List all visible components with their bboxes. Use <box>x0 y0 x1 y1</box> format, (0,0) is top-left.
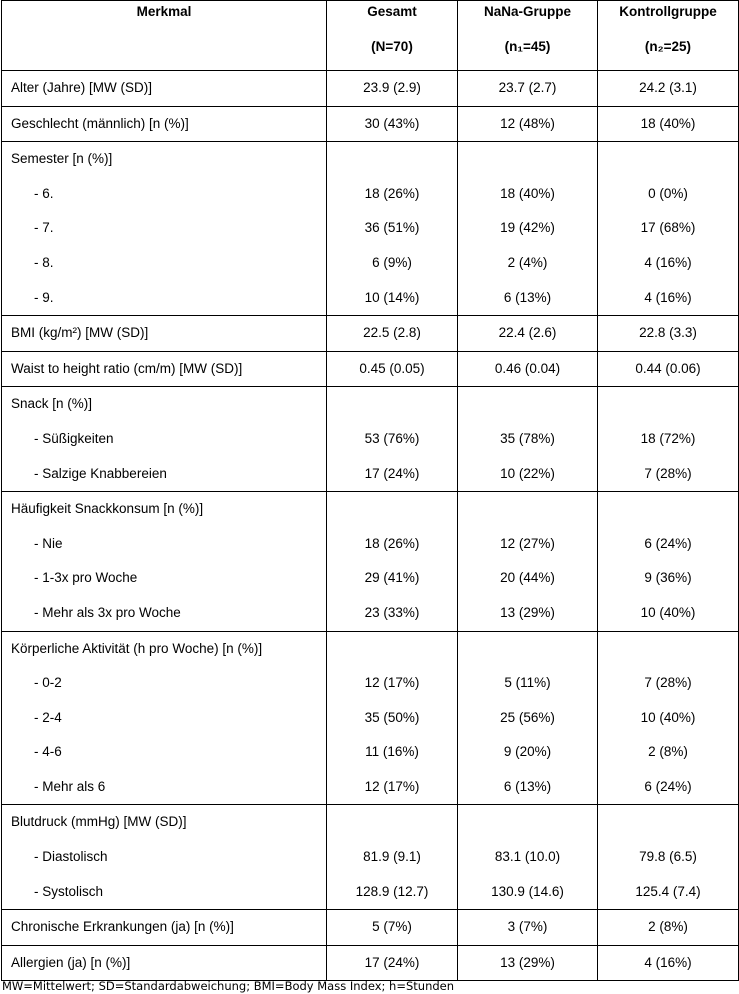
header-nana-gruppe: NaNa-Gruppe (n₁=45) <box>458 1 598 71</box>
characteristics-table <box>1 0 739 981</box>
nana-value: 25 (56%) <box>500 709 555 725</box>
cell-row <box>2 910 327 946</box>
nana-value: 13 (29%) <box>500 954 555 970</box>
cell-gesamt <box>327 71 458 107</box>
cell-gesamt <box>327 631 458 805</box>
table-row <box>2 142 739 316</box>
nana-value <box>458 632 597 667</box>
cell-row <box>2 387 327 492</box>
nana-value: 20 (44%) <box>500 570 555 586</box>
row-label: - 4-6 <box>34 744 62 760</box>
kontroll-value: 24.2 (3.1) <box>639 80 697 95</box>
gesamt-value <box>327 492 457 527</box>
cell-nana <box>458 387 598 492</box>
kontroll-value: 79.8 (6.5) <box>639 849 697 865</box>
cell-gesamt <box>327 945 458 981</box>
kontroll-value <box>598 492 738 527</box>
row-label: Snack [n (%)] <box>11 396 93 412</box>
row-label: - 1-3x pro Woche <box>34 570 138 586</box>
table-row <box>2 910 739 946</box>
table-row <box>2 945 739 981</box>
row-label: Semester [n (%)] <box>11 151 113 167</box>
gesamt-value: 18 (26%) <box>364 185 420 201</box>
kontroll-value: 2 (8%) <box>648 744 688 760</box>
cell-row <box>2 945 327 981</box>
cell-gesamt <box>327 142 458 316</box>
nana-value <box>458 805 597 840</box>
cell-nana <box>458 316 598 352</box>
gesamt-value: 128.9 (12.7) <box>355 883 429 899</box>
gesamt-value: 18 (26%) <box>364 535 420 551</box>
cell-nana <box>458 142 598 316</box>
kontroll-value: 22.8 (3.3) <box>639 325 697 341</box>
kontroll-value <box>598 142 738 177</box>
row-label: - Mehr als 3x pro Woche <box>34 604 181 620</box>
gesamt-value: 0.45 (0.05) <box>359 360 425 376</box>
row-label: Geschlecht (männlich) [n (%)] <box>11 115 189 131</box>
row-label: - Süßigkeiten <box>34 430 114 446</box>
nana-value: 6 (13%) <box>503 289 552 305</box>
row-label: Blutdruck (mmHg) [MW (SD)] <box>11 814 187 830</box>
header-gesamt: Gesamt (N=70) <box>327 1 458 71</box>
nana-value: 0.46 (0.04) <box>494 360 561 376</box>
row-label: - 8. <box>34 254 54 270</box>
header-kontrollgruppe: Kontrollgruppe (n₂=25) <box>598 1 739 71</box>
gesamt-value: 29 (41%) <box>364 570 420 586</box>
gesamt-value: 11 (16%) <box>365 744 419 760</box>
cell-nana <box>458 910 598 946</box>
cell-gesamt <box>327 316 458 352</box>
cell-kontroll <box>598 492 739 631</box>
row-label: Körperliche Aktivität (h pro Woche) [n (%)] <box>11 640 263 656</box>
nana-value: 6 (13%) <box>503 778 552 794</box>
cell-row <box>2 351 327 387</box>
row-label: - 9. <box>34 289 54 305</box>
cell-row <box>2 142 327 316</box>
gesamt-value: 30 (43%) <box>364 115 420 131</box>
cell-nana <box>458 71 598 107</box>
cell-kontroll <box>598 316 739 352</box>
kontroll-value <box>598 387 738 422</box>
gesamt-value: 10 (14%) <box>364 289 420 305</box>
gesamt-value: 81.9 (9.1) <box>363 849 421 865</box>
nana-value: 35 (78%) <box>500 430 555 446</box>
row-label: - 0-2 <box>34 675 62 691</box>
cell-row <box>2 71 327 107</box>
nana-value: 9 (20%) <box>503 744 552 760</box>
kontroll-value: 9 (36%) <box>644 570 692 586</box>
gesamt-value: 35 (50%) <box>364 709 420 725</box>
gesamt-value: 36 (51%) <box>364 220 420 236</box>
table-row <box>2 71 739 107</box>
cell-nana <box>458 351 598 387</box>
kontroll-value: 18 (40%) <box>640 115 696 131</box>
row-label: - Systolisch <box>34 883 104 899</box>
gesamt-value: 53 (76%) <box>364 430 420 446</box>
cell-kontroll <box>598 805 739 910</box>
cell-nana <box>458 631 598 805</box>
nana-value: 12 (27%) <box>500 535 555 551</box>
nana-value: 5 (11%) <box>504 675 551 691</box>
row-label: - Salzige Knabbereien <box>34 465 167 481</box>
cell-kontroll <box>598 106 739 142</box>
row-label: Chronische Erkrankungen (ja) [n (%)] <box>11 919 234 935</box>
table-row <box>2 316 739 352</box>
nana-value: 19 (42%) <box>500 220 555 236</box>
table-footnote: MW=Mittelwert; SD=Standardabweichung; BMI=Body Mass Index; h=Stunden <box>2 979 455 993</box>
kontroll-value: 18 (72%) <box>640 430 696 446</box>
cell-kontroll <box>598 910 739 946</box>
gesamt-value: 17 (24%) <box>364 954 420 970</box>
table-header-row <box>2 1 739 71</box>
row-label: Häufigkeit Snackkonsum [n (%)] <box>11 501 204 517</box>
kontroll-value: 2 (8%) <box>648 919 688 935</box>
row-label: - 6. <box>34 185 54 201</box>
gesamt-value: 12 (17%) <box>364 675 420 691</box>
cell-nana <box>458 805 598 910</box>
cell-kontroll <box>598 387 739 492</box>
kontroll-value: 0 (0%) <box>648 185 688 201</box>
row-label: Alter (Jahre) [MW (SD)] <box>11 80 153 95</box>
nana-value: 23.7 (2.7) <box>498 80 557 95</box>
row-label: - Nie <box>34 535 63 551</box>
nana-value <box>458 387 597 422</box>
cell-gesamt <box>327 387 458 492</box>
gesamt-value: 23.9 (2.9) <box>363 80 421 95</box>
cell-gesamt <box>327 910 458 946</box>
header-merkmal: Merkmal <box>2 1 327 71</box>
table-row <box>2 351 739 387</box>
row-label: BMI (kg/m²) [MW (SD)] <box>11 325 149 341</box>
cell-kontroll <box>598 945 739 981</box>
gesamt-value: 23 (33%) <box>364 604 420 620</box>
nana-value <box>458 142 597 177</box>
nana-value: 22.4 (2.6) <box>498 325 557 341</box>
kontroll-value: 7 (28%) <box>644 675 692 691</box>
cell-row <box>2 316 327 352</box>
nana-value: 10 (22%) <box>500 465 555 481</box>
cell-gesamt <box>327 106 458 142</box>
gesamt-value: 22.5 (2.8) <box>363 325 421 341</box>
cell-nana <box>458 106 598 142</box>
gesamt-value: 17 (24%) <box>364 465 420 481</box>
nana-value: 18 (40%) <box>500 185 555 201</box>
table-row <box>2 805 739 910</box>
table-row <box>2 492 739 631</box>
gesamt-value <box>327 387 457 422</box>
nana-value: 130.9 (14.6) <box>491 883 564 899</box>
cell-kontroll <box>598 142 739 316</box>
table-row <box>2 387 739 492</box>
nana-value: 3 (7%) <box>507 919 548 935</box>
kontroll-value: 4 (16%) <box>644 289 692 305</box>
nana-value: 83.1 (10.0) <box>494 849 561 865</box>
kontroll-value: 0.44 (0.06) <box>635 360 701 376</box>
kontroll-value: 17 (68%) <box>640 220 696 236</box>
cell-gesamt <box>327 351 458 387</box>
gesamt-value: 5 (7%) <box>372 919 412 935</box>
cell-gesamt <box>327 492 458 631</box>
row-label: - 2-4 <box>34 709 62 725</box>
row-label: Waist to height ratio (cm/m) [MW (SD)] <box>11 360 243 376</box>
kontroll-value: 6 (24%) <box>644 535 692 551</box>
gesamt-value <box>327 805 457 840</box>
gesamt-value <box>327 632 457 667</box>
cell-row <box>2 631 327 805</box>
kontroll-value: 6 (24%) <box>644 778 692 794</box>
gesamt-value <box>327 142 457 177</box>
gesamt-value: 6 (9%) <box>372 254 412 270</box>
cell-kontroll <box>598 351 739 387</box>
row-label: - Diastolisch <box>34 849 108 865</box>
row-label: Allergien (ja) [n (%)] <box>11 954 131 970</box>
nana-value <box>458 492 597 527</box>
cell-gesamt <box>327 805 458 910</box>
cell-row <box>2 106 327 142</box>
cell-row <box>2 805 327 910</box>
kontroll-value: 10 (40%) <box>640 604 696 620</box>
cell-nana <box>458 945 598 981</box>
kontroll-value: 10 (40%) <box>640 709 696 725</box>
kontroll-value <box>598 805 738 840</box>
nana-value: 2 (4%) <box>507 254 548 270</box>
cell-nana <box>458 492 598 631</box>
kontroll-value: 125.4 (7.4) <box>635 883 701 899</box>
cell-kontroll <box>598 71 739 107</box>
row-label: - 7. <box>34 220 54 236</box>
row-label: - Mehr als 6 <box>34 778 106 794</box>
cell-row <box>2 492 327 631</box>
nana-value: 12 (48%) <box>500 115 555 131</box>
cell-kontroll <box>598 631 739 805</box>
kontroll-value <box>598 632 738 667</box>
kontroll-value: 4 (16%) <box>644 954 692 970</box>
nana-value: 13 (29%) <box>500 604 555 620</box>
table-row <box>2 106 739 142</box>
gesamt-value: 12 (17%) <box>364 778 420 794</box>
kontroll-value: 7 (28%) <box>644 465 692 481</box>
table-row <box>2 631 739 805</box>
kontroll-value: 4 (16%) <box>644 254 692 270</box>
